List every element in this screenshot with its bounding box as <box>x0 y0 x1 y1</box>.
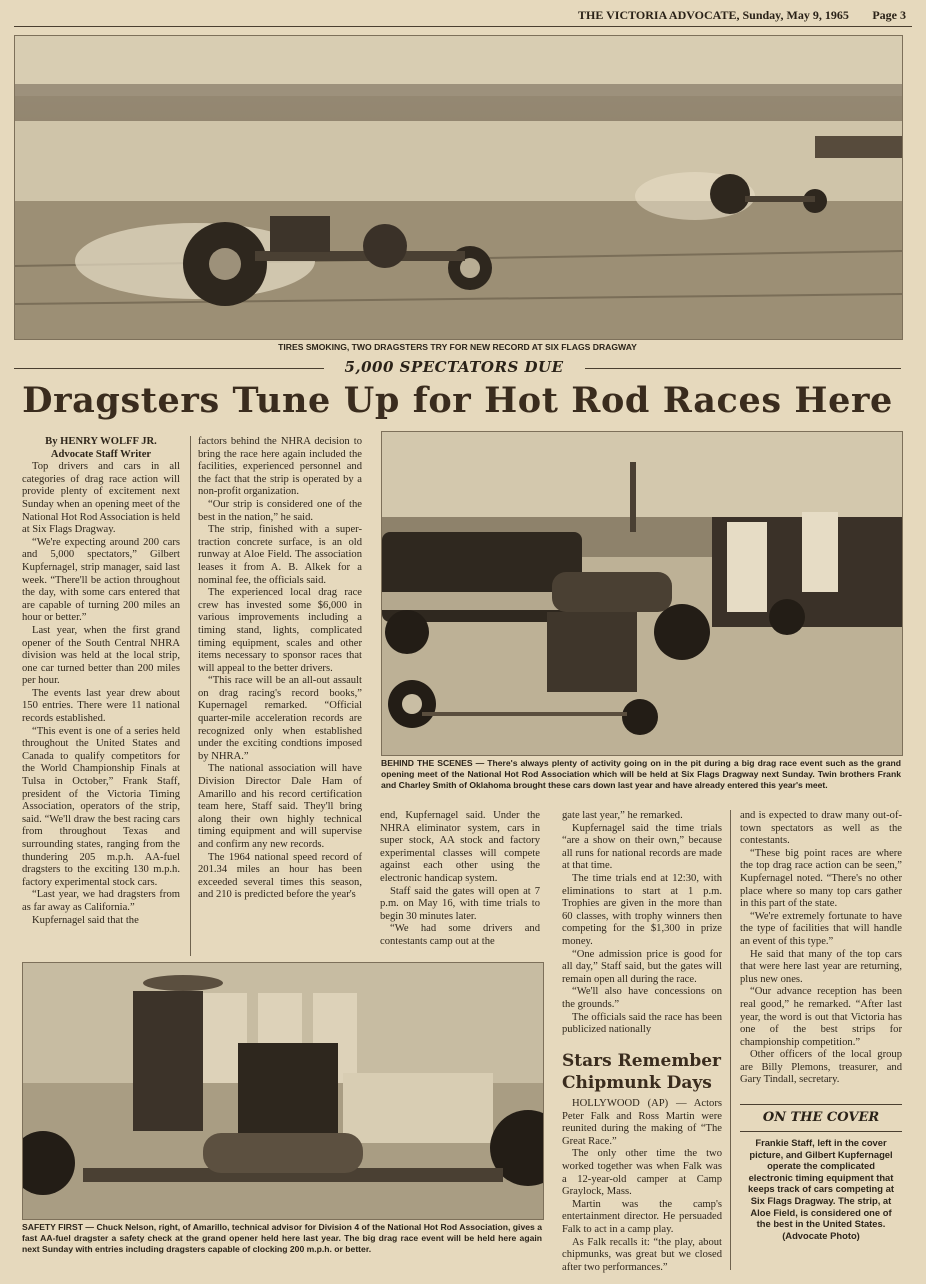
middle-photo-illustration <box>382 432 902 755</box>
column-divider <box>730 810 731 1270</box>
kicker-rule-right <box>585 368 901 369</box>
col3-paragraph: end, Kupfernagel said. Under the NHRA eliminator system, cars in super stock, AA stock and factory experimental classes will compete against each other using the electronic handicap system. <box>380 810 540 884</box>
top-photo-illustration <box>15 36 902 339</box>
middle-photo <box>381 431 903 756</box>
chipmunk-story-body <box>562 1098 722 1274</box>
top-photo-caption: TIRES SMOKING, TWO DRAGSTERS TRY FOR NEW RECORD AT SIX FLAGS DRAGWAY <box>278 342 637 352</box>
col1-paragraph: Top drivers and cars in all categories of drag race action will provide plenty of excitement next Sunday when an opening meet of the National Hot Rod Association is held at Six Flags Dragway. <box>22 461 181 536</box>
chipmunk-story-headline: Stars Remember Chipmunk Days <box>562 1051 721 1093</box>
col1-paragraph: Last year, when the first grand opener of the South Central NHRA division was held at the local strip, one car turned better than 200 miles per hour. <box>22 624 180 687</box>
chipmunk-paragraph: The only other time the two worked together was when Falk was a 12-year-old camper at Camp Graylock, Mass. <box>562 1148 722 1198</box>
kicker-rule-left <box>14 368 324 369</box>
col5-paragraph: and is expected to draw many out-of-town spectators as well as the contestants. <box>740 810 902 847</box>
col4-paragraph: “One admission price is good for all day,” Staff said, but the gates will remain open all during the race. <box>562 948 722 985</box>
article-column-5 <box>740 810 902 1087</box>
chipmunk-paragraph: HOLLYWOOD (AP) — Actors Peter Falk and Ross Martin were reunited during the making of “The Great Race.” <box>562 1098 722 1147</box>
byline-name: By HENRY WOLFF JR. <box>45 436 157 447</box>
col4-paragraph: The time trials end at 12:30, with eliminations to start at 1 p.m. Trophies are given in the more than 60 classes, with trophy winners then competing for the $1,300 in prize money. <box>562 872 722 947</box>
col1-paragraph: Kupfernagel said that the <box>32 914 139 926</box>
col1-paragraph: “We're expecting around 200 cars and 5,000 spectators,” Gilbert Kupfernagel, strip manager, said last week. “There'll be action throughout the day, with some cars entered that are capable of turning 200 miles an hour or better.” <box>22 536 180 624</box>
byline-title: Advocate Staff Writer <box>50 448 152 460</box>
col2-paragraph: “Our strip is considered one of the best in the nation,” he said. <box>198 498 362 523</box>
col5-paragraph: He said that many of the top cars that were here last year are returning, plus new ones. <box>740 948 902 985</box>
page-number: Page 3 <box>872 8 906 22</box>
kicker: 5,000 SPECTATORS DUE <box>344 358 564 376</box>
article-column-2 <box>198 436 362 902</box>
article-column-1 <box>22 436 180 927</box>
column-divider <box>190 436 191 956</box>
col5-paragraph: Other officers of the local group are Billy Plemons, treasurer, and Gary Tindall, secretary. <box>740 1049 902 1086</box>
cover-rule-bottom <box>740 1131 902 1132</box>
col2-paragraph: The national association will have Division Director Dale Ham of Amarillo and his record certification team here, Staff said. They'll bring along their own highly technical timing equipment and will supervise and confirm any new records. <box>198 763 362 850</box>
col2-paragraph: The 1964 national speed record of 201.34 miles an hour has been exceeded several times this season, and 210 is predicted before the year's <box>198 851 362 901</box>
masthead-paper: THE VICTORIA ADVOCATE, Sunday, May 9, 1965 <box>578 8 849 22</box>
masthead <box>540 6 910 24</box>
chipmunk-paragraph: Martin was the camp's entertainment director. He persuaded Falk to act in a camp play. <box>562 1198 722 1235</box>
cover-rule-top <box>740 1104 902 1105</box>
bottom-photo-illustration <box>23 963 543 1219</box>
col4-paragraph: “We'll also have concessions on the grounds.” <box>562 986 722 1010</box>
col1-paragraph: “This event is one of a series held throughout the United States and Canada to qualify competitors for the World Championship Finals at Tulsa in October,” Frank Staff, president of the Victoria Timing Association, operators of the strip, said. “We'll draw the best racing cars from throughout Texas and surrounding states, ranging from the thundering 205 m.p.h. AA-fuel dragsters to the exciting 130 m.p.h. factory experimental stock cars. <box>22 725 180 888</box>
article-column-4 <box>562 810 722 1037</box>
masthead-rule <box>14 26 912 27</box>
headline: Dragsters Tune Up for Hot Rod Races Here <box>22 380 893 421</box>
top-photo <box>14 35 903 340</box>
col1-paragraph: “Last year, we had dragsters from as far away as California.” <box>22 889 180 913</box>
col2-paragraph: factors behind the NHRA decision to bring the race here again included the facilities, experienced personnel and the fact that the strip is operated by a non-profit organization. <box>198 436 362 498</box>
col5-paragraph: “We're extremely fortunate to have the type of facilities that will handle an event of this type.” <box>740 910 902 947</box>
col2-paragraph: The experienced local drag race crew has invested some $6,000 in various improvements including a timing stand, lights, complicated timing equipment, scales and other items necessary to sponsor races that will appeal to the better drivers. <box>198 587 362 674</box>
col4-paragraph: The officials said the race has been publicized nationally <box>562 1011 722 1036</box>
chipmunk-paragraph: As Falk recalls it: “the play, about chipmunks, was great but we closed after two performances.” <box>562 1236 722 1273</box>
bottom-photo <box>22 962 544 1220</box>
article-column-3 <box>380 810 540 949</box>
col1-paragraph: The events last year drew about 150 entries. There were 11 national records established. <box>22 687 180 725</box>
col3-paragraph: “We had some drivers and contestants camp out at the <box>380 923 540 947</box>
col4-paragraph: gate last year,” he remarked. <box>562 810 683 821</box>
bottom-photo-caption: SAFETY FIRST — Chuck Nelson, right, of Amarillo, technical advisor for Division 4 of the National Hot Rod Association, gives a fast AA-fuel dragster a safety check at the grand opener held here last year. The big drag race event will be held here again next Sunday with entries including dragsters capable of clocking 200 m.p.h. or better. <box>22 1222 542 1254</box>
col2-paragraph: The strip, finished with a super-traction concrete surface, is an old runway at Aloe Field. The association leases it from A. B. Alkek for a nominal fee, the officials said. <box>198 524 362 586</box>
col2-paragraph: “This race will be an all-out assault on drag racing's record books,” Kupernagel remarked. “Official quarter-mile acceleration records are recognized only when established under the exciting condtions imposed by NHRA.” <box>198 675 362 762</box>
col5-paragraph: “Our advance reception has been real good,” he remarked. “After last year, the word is out that Victoria has one of the best strips for championship competition.” <box>740 986 902 1048</box>
middle-photo-caption: BEHIND THE SCENES — There's always plenty of activity going on in the pit during a big drag race event such as the grand opening meet of the National Hot Rod Association which will be held at Six Flags Dragway next Sunday. Twin brothers Frank and Charley Smith of Oklahoma brought these cars down last year and have already entered this year's meet. <box>381 758 901 790</box>
col3-paragraph: Staff said the gates will open at 7 p.m. on May 16, with time trials to begin 30 minutes later. <box>380 885 540 922</box>
col5-paragraph: “These big point races are where the top drag race action can be seen,” Kupfernagel noted. “There's no other place where so many top cars gather in this part of the state. <box>740 847 902 910</box>
on-the-cover-text: Frankie Staff, left in the cover picture, and Gilbert Kupfernagel operate the complicated electronic timing equipment that keeps track of cars competing at Six Flags Dragway. The strip, at Aloe Field, is considered one of the best in the United States. (Advocate Photo) <box>748 1137 894 1241</box>
on-the-cover-title: ON THE COVER <box>762 1110 880 1125</box>
col4-paragraph: Kupfernagel said the time trials “are a show on their own,” because all runs for national records are made at that time. <box>562 822 722 872</box>
